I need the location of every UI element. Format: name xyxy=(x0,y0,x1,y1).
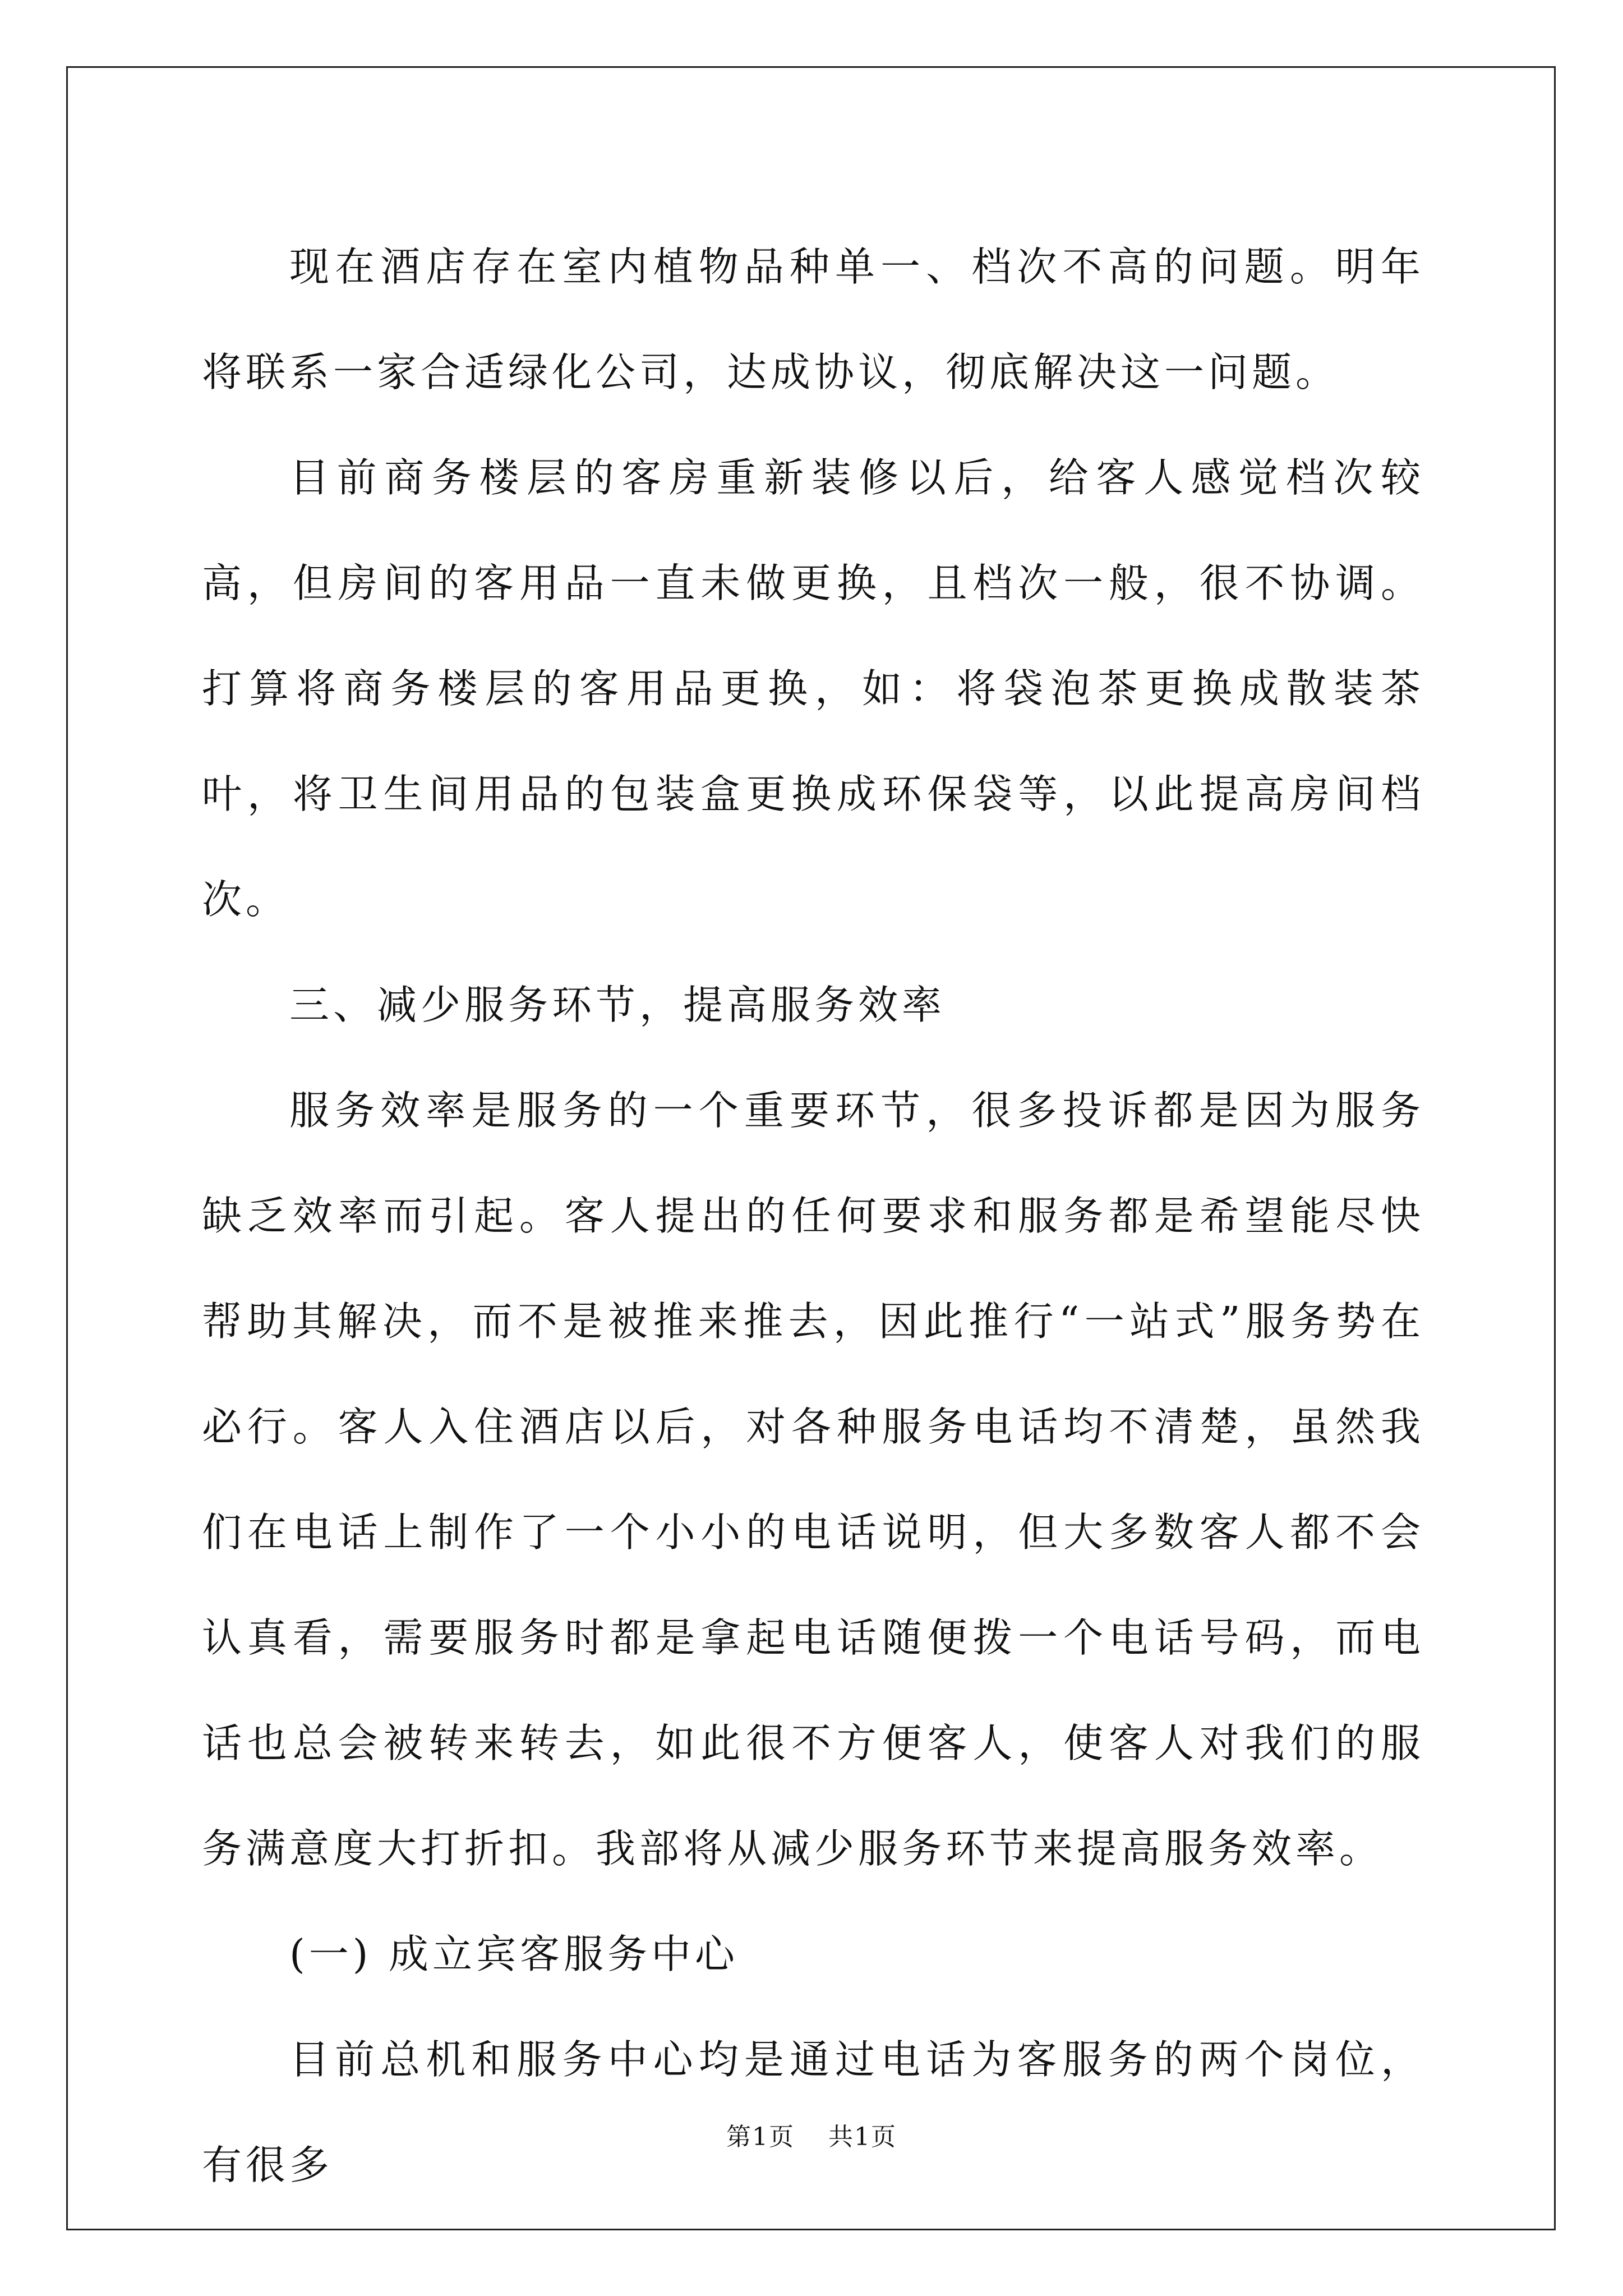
paragraph: 服务效率是服务的一个重要环节，很多投诉都是因为服务缺乏效率而引起。客人提出的任何要求和服务都是希望能尽快帮助其解决，而不是被推来推去，因此推行“一站式”服务势在必行。客人入住酒店以后，对各种服务电话均不清楚，虽然我们在电话上制作了一个小小的电话说明，但大多数客人都不会认真看，需要服务时都是拿起电话随便拨一个电话号码，而电话也总会被转来转去，如此很不方便客人，使客人对我们的服务满意度大打折扣。我部将从减少服务环节来提高服务效率。 xyxy=(202,1087,1424,1872)
paragraph: 现在酒店存在室内植物品种单一、档次不高的问题。明年将联系一家合适绿化公司，达成协议，彻底解决这一问题。 xyxy=(202,243,1424,395)
subsection-heading: (一) 成立宾客服务中心 xyxy=(289,1931,739,1977)
page-number: 第1页 xyxy=(726,2123,795,2151)
page-total: 共1页 xyxy=(828,2123,897,2151)
document-body xyxy=(202,214,1424,2218)
page-footer xyxy=(0,2120,1623,2154)
paragraph: 目前总机和服务中心均是通过电话为客服务的两个岗位，有很多 xyxy=(202,2036,1424,2188)
section-heading: 三、减少服务环节，提高服务效率 xyxy=(289,982,946,1028)
paragraph: 目前商务楼层的客房重新装修以后，给客人感觉档次较高，但房间的客用品一直未做更换，且档次一般，很不协调。打算将商务楼层的客用品更换，如：将袋泡茶更换成散装茶叶，将卫生间用品的包装盒更换成环保袋等，以此提高房间档次。 xyxy=(202,454,1424,923)
